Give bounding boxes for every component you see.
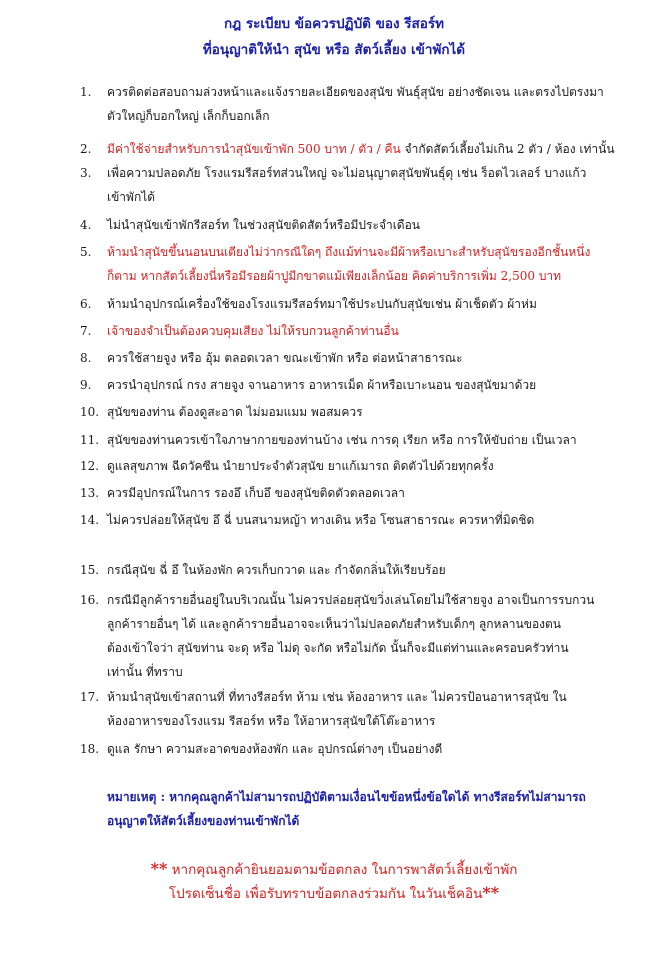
rule-text-line: ดูแลสุขภาพ ฉีดวัคซีน นำยาประจำตัวสุนัข ยาแก้เมารถ ติดตัวไปด้วยทุกครั้ง xyxy=(107,459,494,473)
rule-text-highlight: มีค่าใช้จ่ายสำหรับการนำสุนัขเข้าพัก 500 บาท / ตัว / คืน xyxy=(107,142,401,156)
rule-number: 16. xyxy=(80,593,100,607)
rule-text-line: ไม่ควรปล่อยให้สุนัข อึ ฉี่ บนสนามหญ้า ทางเดิน หรือ โซนสาธารณะ ควรหาที่มิดชิด xyxy=(107,513,535,527)
rule-number: 2. xyxy=(80,142,92,156)
rule-number: 12. xyxy=(80,459,100,473)
rule-text-line: เจ้าของจำเป็นต้องควบคุมเสียง ไม่ให้รบกวนลูกค้าท่านอื่น xyxy=(107,324,399,338)
rule-text-line: ลูกค้ารายอื่นๆ ได้ และลูกค้ารายอื่นอาจจะเห็นว่าไม่ปลอดภัยสำหรับเด็กๆ ลูกหลานของตน xyxy=(107,617,562,631)
rule-number: 17. xyxy=(80,690,100,704)
rule-text-line: ไม่นำสุนัขเข้าพักรีสอร์ท ในช่วงสุนัขติดสัตว์หรือมีประจำเดือน xyxy=(107,218,421,232)
rule-text-line: ห้องอาหารของโรงแรม รีสอร์ท หรือ ให้อาหารสุนัขใต้โต๊ะอาหาร xyxy=(107,714,436,728)
rule-text-line: ก็ตาม หากสัตว์เลี้ยงนี่หรือมีรอยผ้าปูมีกขาดแม้เพียงเล็กน้อย คิดค่าบริการเพิ่ม 2,500 บาท xyxy=(107,269,562,283)
rule-text-line: สุนัขของท่านควรเข้าใจภาษากายของท่านบ้าง เช่น การดุ เรียก หรือ การให้ขับถ่าย เป็นเวลา xyxy=(107,433,577,447)
rule-text-line: เพื่อความปลอดภัย โรงแรมรีสอร์ทส่วนใหญ่ จะไม่อนุญาตสุนัขพันธุ์ดุ เช่น ร็อตไวเลอร์ บางแก้ว xyxy=(107,166,587,180)
rule-text-line: ตัวใหญ่ก็บอกใหญ่ เล็กก็บอกเล็ก xyxy=(107,109,270,123)
rule-text-line: ห้ามนำสุนัขขึ้นนอนบนเตียงไม่ว่ากรณีใดๆ ถึงแม้ท่านจะมีผ้าหรือเบาะสำหรับสุนัขรองอีกชั้นหนึ่ง xyxy=(107,245,591,259)
rule-number: 10. xyxy=(80,405,100,419)
rule-text-line: เท่านั้น ที่ทราบ xyxy=(107,665,183,679)
rule-number: 1. xyxy=(80,85,92,99)
note-line-1: หมายเหตุ : หากคุณลูกค้าไม่สามารถปฏิบัติตามเงื่อนไขข้อหนึ่งข้อใดได้ ทางรีสอร์ทไม่สามารถ xyxy=(107,790,586,804)
rule-text-line: เข้าพักได้ xyxy=(107,190,156,204)
rule-number: 13. xyxy=(80,486,100,500)
header-subtitle: ที่อนุญาติให้นำ สุนัข หรือ สัตว์เลี้ยง เข้าพักได้ xyxy=(202,42,466,58)
rule-number: 4. xyxy=(80,218,92,232)
rule-text-line: ห้ามนำอุปกรณ์เครื่องใช้ของโรงแรมรีสอร์ทมาใช้ประปนกับสุนัขเช่น ผ้าเช็ดตัว ผ้าห่ม xyxy=(107,297,537,311)
rule-text-line: ควรนำอุปกรณ์ กรง สายจูง จานอาหาร อาหารเม็ด ผ้าหรือเบาะนอน ของสุนัขมาด้วย xyxy=(107,378,537,392)
rule-number: 6. xyxy=(80,297,92,311)
rule-text-line: ควรมีอุปกรณ์ในการ รองอึ เก็บอึ ของสุนัขติดตัวตลอดเวลา xyxy=(107,486,405,500)
footer-line-2 xyxy=(0,882,668,904)
rule-text-line: ควรติดต่อสอบถามล่วงหน้าและแจ้งรายละเอียดของสุนัข พันธุ์สุนัข อย่างชัดเจน และตรงไปตรงมา xyxy=(107,85,604,99)
footer-stars-right: ** xyxy=(482,883,500,902)
rule-number: 7. xyxy=(80,324,92,338)
rule-text-line: ห้ามนำสุนัขเข้าสถานที่ ที่ทางรีสอร์ท ห้าม เช่น ห้องอาหาร และ ไม่ควรป้อนอาหารสุนัข ใน xyxy=(107,690,567,704)
rule-number: 3. xyxy=(80,166,92,180)
footer-line-1 xyxy=(0,858,668,880)
footer-stars-left: ** xyxy=(150,859,168,878)
rule-number: 18. xyxy=(80,742,100,756)
rule-number: 15. xyxy=(80,563,100,577)
rule-text-line: กรณีสุนัข ฉี่ อึ ในห้องพัก ควรเก็บกวาด และ กำจัดกลิ่นให้เรียบร้อย xyxy=(107,563,446,577)
rule-number: 5. xyxy=(80,245,92,259)
footer-text-1: หากคุณลูกค้ายินยอมตามข้อตกลง ในการพาสัตว์เลี้ยงเข้าพัก xyxy=(167,862,518,878)
rule-number: 14. xyxy=(80,513,100,527)
rule-text-line xyxy=(107,137,627,161)
rule-text-line: ดูแล รักษา ความสะอาดของห้องพัก และ อุปกรณ์ต่างๆ เป็นอย่างดี xyxy=(107,742,443,756)
header-title: กฎ ระเบียบ ข้อควรปฏิบัติ ของ รีสอร์ท xyxy=(223,16,445,32)
rule-text-line: ต้องเข้าใจว่า สุนัขท่าน จะดุ หรือ ไม่ดุ จะกัด หรือไม่กัด นั้นก็จะมีแต่ท่านและครอบครัวท่าน xyxy=(107,641,569,655)
rule-number: 9. xyxy=(80,378,92,392)
note-line-2: อนุญาตให้สัตว์เลี้ยงของท่านเข้าพักได้ xyxy=(107,814,300,828)
rule-number: 8. xyxy=(80,351,92,365)
rule-text-line: กรณีมีลูกค้ารายอื่นอยู่ในบริเวณนั้น ไม่ควรปล่อยสุนัขวิ่งเล่นโดยไม่ใช้สายจูง อาจเป็นการรบกวน xyxy=(107,593,595,607)
footer-text-2: โปรดเซ็นชื่อ เพื่อรับทราบข้อตกลงร่วมกัน ในวันเช็คอิน xyxy=(168,886,483,902)
rule-text-line: ควรใช้สายจูง หรือ อุ้ม ตลอดเวลา ขณะเข้าพัก หรือ ต่อหน้าสาธารณะ xyxy=(107,351,463,365)
rule-text-line: สุนัขของท่าน ต้องดูสะอาด ไม่มอมแมม พอสมควร xyxy=(107,405,363,419)
rule-number: 11. xyxy=(80,433,100,447)
rule-text-normal: จำกัดสัตว์เลี้ยงไม่เกิน 2 ตัว / ห้อง เท่านั้น xyxy=(400,142,615,156)
